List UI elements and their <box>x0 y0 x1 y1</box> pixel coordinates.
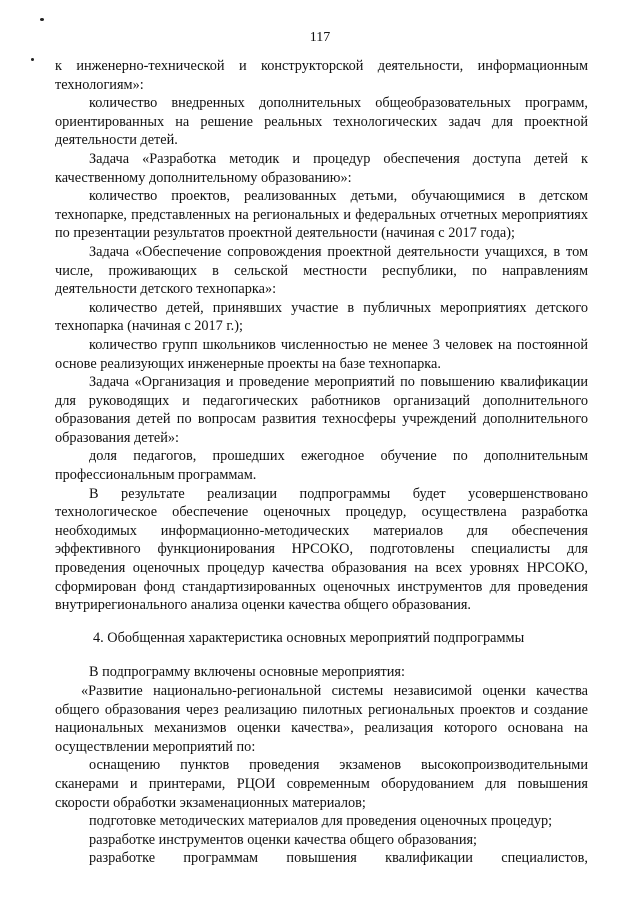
paragraph: В подпрограмму включены основные мероприятия: <box>89 664 405 681</box>
paragraph: количество групп школьников численностью не менее 3 человек на постоянной основе реализующих инженерные проекты на базе технопарка. <box>55 336 588 372</box>
paragraph: доля педагогов, прошедших ежегодное обучение по дополнительным профессиональным программам. <box>55 448 588 484</box>
paragraph: оснащению пунктов проведения экзаменов высокопроизводительными сканерами и принтерами, РЦОИ современным оборудованием для повышения скорости обработки экзаменационных материалов; <box>55 757 588 811</box>
scan-speck <box>31 58 34 61</box>
document-body <box>55 57 588 868</box>
paragraph: разработке программам повышения квалификации специалистов, <box>89 850 588 867</box>
paragraph: количество детей, принявших участие в публичных мероприятиях детского технопарка (начиная с 2017 г.); <box>55 299 588 335</box>
paragraph: подготовке методических материалов для проведения оценочных процедур; <box>89 813 553 830</box>
paragraph: к инженерно-технической и конструкторской деятельности, информационным технологиям»: <box>55 58 588 93</box>
paragraph: Задача «Организация и проведение мероприятий по повышению квалификации для руководящих и педагогических работников организаций дополнительного образования детей по вопросам развития техносферы учреждений дополнительного образования детей»: <box>55 374 588 446</box>
paragraph: Задача «Обеспечение сопровождения проектной деятельности учащихся, в том числе, проживающих в сельской местности республики, по направлениям деятельности детского технопарка»: <box>55 243 588 298</box>
paragraph: количество внедренных дополнительных общеобразовательных программ, ориентированных на решение реальных технологических задач для проектной деятельности детей. <box>55 95 588 149</box>
page-number: 117 <box>309 30 331 45</box>
paragraph: В результате реализации подпрограммы будет усовершенствовано технологическое обеспечение оценочных процедур, осуществлена разработка необходимых информационно-методических материалов для обеспечения эффективного функционирования НРСОКО, подготовлены специалисты для проведения оценочных процедур качества образования на всех уровнях НРСОКО, сформирован фонд стандартизированных оценочных инструментов для проведения внутрирегионального анализа оценки качества общего образования. <box>55 485 588 614</box>
paragraph: «Развитие национально-региональной системы независимой оценки качества общего образования через реализацию пилотных региональных проектов и создание национальных механизмов оценки качества», реализация которого основана на осуществлении мероприятий по: <box>55 683 588 755</box>
section-heading: 4. Обобщенная характеристика основных мероприятий подпрограммы <box>93 629 525 646</box>
paragraph: Задача «Разработка методик и процедур обеспечения доступа детей к качественному дополнительному образованию»: <box>55 150 588 186</box>
paragraph: разработке инструментов оценки качества общего образования; <box>89 831 478 848</box>
scan-speck <box>40 18 44 21</box>
paragraph: количество проектов, реализованных детьми, обучающимися в детском технопарке, представленных на региональных и федеральных отчетных мероприятиях по презентации результатов проектной деятельности (начиная с 2017 года); <box>55 188 588 242</box>
